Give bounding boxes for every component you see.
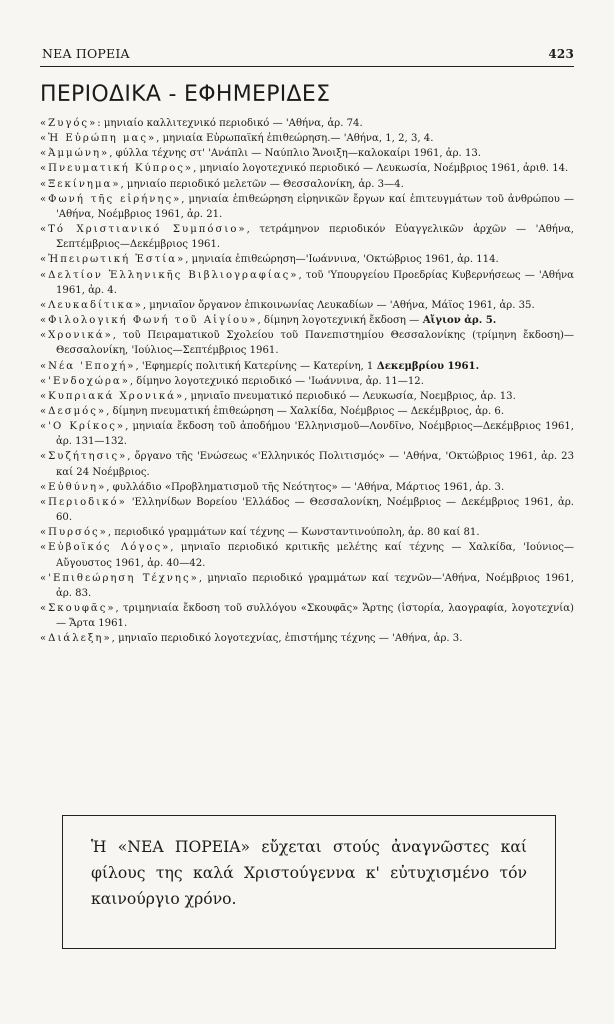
periodical-description: , τετράμηνον περιοδικόν Εὐαγγελικῶν ἀρχῶν — 'Αθήνα, Σεπτέμβριος—Δεκέμβριος 1961. [56, 224, 574, 251]
periodical-description: , περιοδικό γραμμάτων καί τέχνης — Κωνσταντινούπολη, ἀρ. 80 καί 81. [107, 527, 480, 539]
periodical-name: «Δεσμός» [40, 405, 107, 417]
periodical-entry [40, 222, 574, 252]
periodical-description: , μηνιαίο περιοδικό μελετῶν — Θεσσαλονίκη, ἀρ. 3—4. [120, 178, 404, 190]
periodical-entry [40, 116, 574, 131]
periodical-description: , μηνιαῖο περιοδικό λογοτεχνίας, ἐπιστήμης τέχνης — 'Αθήνα, ἀρ. 3. [111, 633, 463, 645]
periodical-entry [40, 252, 574, 267]
periodical-entry [40, 601, 574, 631]
periodical-name: «Συζήτησις» [40, 451, 128, 463]
periodical-entry [40, 449, 574, 479]
periodical-name: «Ζυγός» [40, 118, 98, 129]
periodical-entry [40, 404, 574, 419]
periodical-name: «Τό Χριστιανικό Συμπόσιο» [40, 224, 247, 236]
periodical-description: , φύλλα τέχνης στ' 'Ανάπλι — Ναύπλιο Ἄνοιξη—καλοκαίρι 1961, ἀρ. 13. [109, 148, 482, 160]
periodical-entry [40, 480, 574, 495]
periodical-emphasis: Αἴγιον ἀρ. 5. [419, 315, 497, 327]
periodical-name: «Πυρσός» [40, 527, 108, 539]
periodical-description: , δίμηνη λογοτεχνική ἔκδοση — [257, 315, 420, 327]
periodical-name: «Πνευματική Κύπρος» [40, 163, 194, 175]
periodical-entry [40, 631, 574, 646]
periodical-entry [40, 328, 574, 358]
periodical-description: , δίμηνο λογοτεχνικό περιοδικό — 'Ιωάννινα, ἀρ. 11—12. [129, 375, 424, 387]
periodical-description: , ὄργανο τῆς 'Ενώσεως «'Ελληνικός Πολιτισμός» — 'Αθήνα, 'Οκτώβριος 1961, ἀρ. 23 καί 24 Νοέμβριος. [56, 451, 574, 478]
periodical-emphasis: Δεκεμβρίου 1961. [373, 360, 480, 372]
periodical-description: , μηνιαία Εὐρωπαϊκή ἐπιθεώρηση.— 'Αθήνα, 1, 2, 3, 4. [156, 133, 434, 145]
periodical-name: «'Ενδοχώρα» [40, 375, 130, 387]
periodical-description: : μηνιαίο καλλιτεχνικό περιοδικό — 'Αθήνα, ἀρ. 74. [97, 118, 363, 129]
periodical-name: «Ἡ Εὐρώπη μας» [40, 133, 157, 145]
periodical-description: , μηνιαῖο περιοδικό γραμμάτων καί τεχνῶν—'Αθήνα, Νοέμβριος 1961, ἀρ. 83. [56, 572, 574, 599]
section-title: ΠΕΡΙΟΔΙΚΑ - ΕΦΗΜΕΡΙΔΕΣ [40, 82, 331, 107]
periodicals-list [40, 116, 574, 646]
periodical-entry [40, 177, 574, 192]
periodical-entry [40, 389, 574, 404]
periodical-name: «'Ο Κρίκος» [40, 421, 126, 433]
periodical-entry [40, 313, 574, 328]
periodical-description: , 'Εφημερίς πολιτική Κατερίνης — Κατερίνη, 1 [135, 360, 374, 372]
header-rule [40, 66, 574, 67]
periodical-description: , μηνιαία ἐπιθεώρηση—'Ιωάννινα, 'Οκτώβριος 1961, ἀρ. 114. [185, 254, 499, 266]
periodical-name: «Νέα 'Εποχή» [40, 360, 136, 372]
periodical-name: «Φιλολογική Φωνή τοῦ Αἰγίου» [40, 315, 258, 327]
running-title: ΝΕΑ ΠΟΡΕΙΑ [42, 46, 130, 61]
periodical-name: «'Επιθεώρηση Τέχνης» [40, 572, 199, 584]
periodical-entry [40, 359, 574, 374]
periodical-description: , τοῦ Πειραματικοῦ Σχολείου τοῦ Πανεπιστημίου Θεσσαλονίκης (τρίμηνη ἔκδοση)—Θεσσαλονίκη, 'Ιούλιος—Σεπτέμβριος 1961. [56, 330, 574, 357]
periodical-description: , φυλλάδιο «Προβληματισμοῦ τῆς Νεότητος» — 'Αθήνα, Μάρτιος 1961, ἀρ. 3. [106, 481, 505, 493]
periodical-entry [40, 268, 574, 298]
periodical-name: «Δελτίον Ἑλληνικῆς Βιβλιογραφίας» [40, 269, 299, 281]
periodical-description: , τοῦ 'Υπουργείου Προεδρίας Κυβερνήσεως — 'Αθήνα 1961, ἀρ. 4. [56, 269, 574, 296]
periodical-description: , μηνιαία ἐπιθεώρηση εἰρηνικῶν ἔργων καί ἐπιτευγμάτων τοῦ ἀνθρώπου — 'Αθήνα, Νοέμβριος 1961, ἀρ. 21. [56, 193, 575, 220]
periodical-name: «Ἠπειρωτική Ἑστία» [40, 254, 186, 266]
periodical-entry [40, 131, 574, 146]
periodical-description: , τριμηνιαία ἔκδοση τοῦ συλλόγου «Σκουφᾶς» Ἄρτης (ἱστορία, λαογραφία, λογοτεχνία) — Ἄρτα 1961. [56, 603, 574, 630]
periodical-entry [40, 540, 574, 570]
periodical-description: , μηνιαία ἔκδοση τοῦ ἀποδήμου 'Ελληνισμοῦ—Λονδῖνο, Νοέμβριος—Δεκέμβριος 1961, ἀρ. 131—132. [56, 421, 574, 448]
periodical-name: «Διάλεξη» [40, 633, 112, 645]
periodical-name: «Ξεκίνημα» [40, 178, 121, 190]
periodical-entry [40, 571, 574, 601]
periodical-description: , δίμηνη πνευματική ἐπιθεώρηση — Χαλκίδα, Νοέμβριος — Δεκέμβριος, ἀρ. 6. [106, 405, 505, 417]
greetings-text: Ἡ «ΝΕΑ ΠΟΡΕΙΑ» εὔχεται στούς ἀναγνῶστες καί φίλους της καλά Χριστούγεννα κ' εὐτυχισμένο τόν καινούργιο χρόνο. [91, 838, 527, 908]
periodical-entry [40, 419, 574, 449]
periodical-name: «Χρονικά» [40, 330, 113, 342]
periodical-entry [40, 525, 574, 540]
running-header [42, 46, 574, 61]
periodical-name: «Φωνή τῆς εἰρήνης» [40, 193, 182, 205]
page-number: 423 [548, 47, 574, 61]
periodical-entry [40, 495, 574, 525]
periodical-entry [40, 146, 574, 161]
periodical-name: «Σκουφᾶς» [40, 603, 116, 614]
periodical-entry [40, 192, 574, 222]
periodical-name: «Ἀμμώνη» [40, 148, 110, 160]
season-greetings-box [62, 815, 556, 949]
periodical-name: «Λευκαδίτικα» [40, 299, 143, 311]
periodical-description: , μηνιαῖο περιοδικό κριτικῆς μελέτης καί τέχνης — Χαλκίδα, 'Ιούνιος—Αὔγουστος 1961, ἀρ. 40—42. [56, 542, 574, 569]
periodical-entry [40, 374, 574, 389]
periodical-entry [40, 161, 574, 176]
periodical-description: 'Ελληνίδων Βορείου 'Ελλάδος — Θεσσαλονίκη, Νοέμβριος — Δεκέμβριος 1961, ἀρ. 60. [56, 496, 574, 524]
periodical-description: , μηνιαῖον ὄργανον ἐπικοινωνίας Λευκαδίων — 'Αθήνα, Μάϊος 1961, ἀρ. 35. [142, 299, 535, 311]
periodical-entry [40, 298, 574, 313]
periodical-description: , μηνιαῖο πνευματικό περιοδικό — Λευκωσία, Νοεμβριος, ἀρ. 13. [184, 390, 516, 402]
periodical-description: , μηνιαίο λογοτεχνικό περιοδικό — Λευκωσία, Νοέμβριος 1961, ἀριθ. 14. [193, 163, 569, 175]
periodical-name: «Εὐθύνη» [40, 481, 107, 493]
periodical-name: «Εὐβοϊκός Λόγος» [40, 542, 171, 554]
periodical-name: «Περιοδικό» [40, 496, 127, 508]
periodical-name: «Κυπριακά Χρονικά» [40, 390, 185, 402]
